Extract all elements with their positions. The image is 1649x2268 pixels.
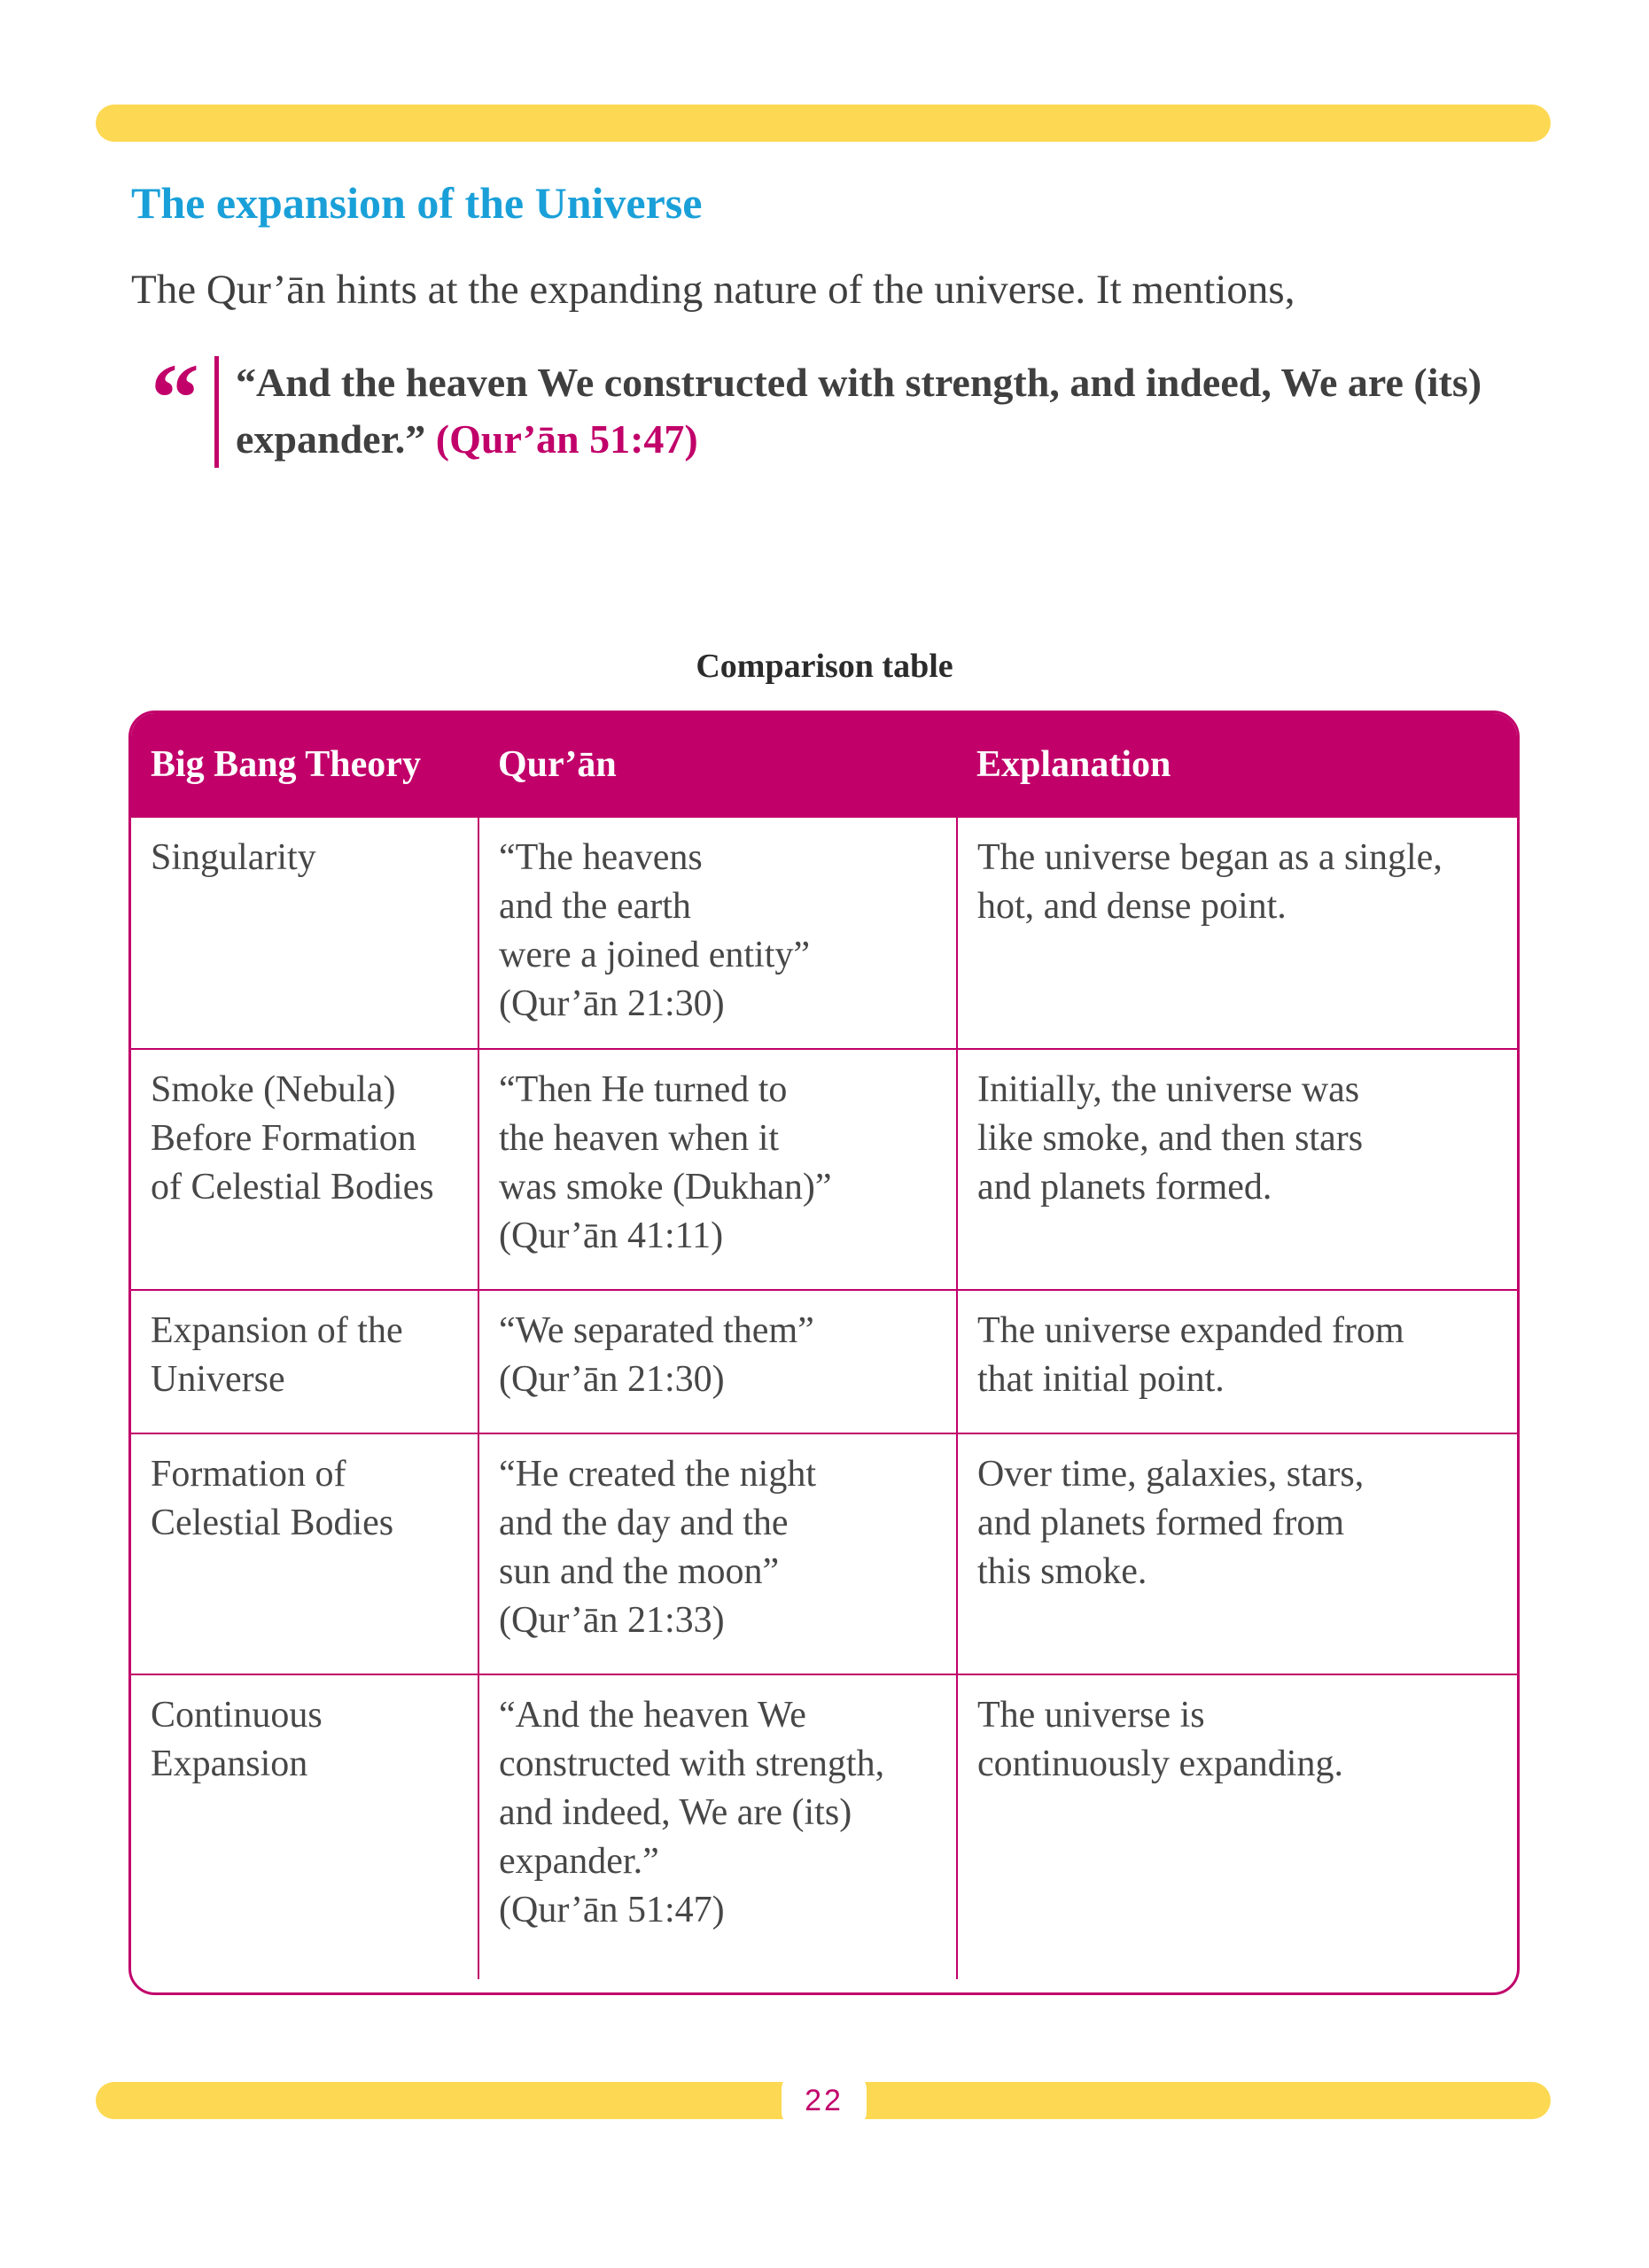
quote-block [151,344,1533,470]
cell-line: Expansion [151,1744,308,1784]
cell-quran [478,1674,957,1979]
cell-line: Formation of [151,1454,346,1495]
cell-line: hot, and dense point. [977,886,1287,927]
cell-line: and planets formed. [977,1167,1272,1208]
cell-line: “He created the night [499,1454,816,1495]
cell-explanation [957,1674,1517,1979]
cell-line: Before Formation [151,1118,416,1159]
cell-line: (Qur’ān 21:33) [499,1600,725,1641]
header-explanation: Explanation [957,713,1517,817]
cell-line: “We separated them” [499,1310,814,1351]
cell-line: this smoke. [977,1551,1147,1592]
cell-quran [478,1433,957,1674]
cell-line: Continuous [151,1695,323,1736]
cell-theory [131,1433,478,1674]
table-row [131,1674,1517,1979]
page-number: 22 [782,2073,867,2128]
cell-explanation [957,1433,1517,1674]
cell-line: The universe is [977,1695,1205,1736]
top-decorative-bar [96,105,1551,142]
cell-line: The universe expanded from [977,1310,1404,1351]
cell-theory [131,1049,478,1290]
comparison-table [128,711,1520,1995]
cell-line: (Qur’ān 51:47) [499,1890,725,1930]
cell-explanation [957,1049,1517,1290]
cell-line: Initially, the universe was [977,1069,1360,1110]
quote-body: “And the heaven We constructed with strength, and indeed, We are (its) expander.” [236,360,1482,462]
cell-line: the heaven when it [499,1118,780,1159]
table-row [131,1049,1517,1290]
table-row [131,1433,1517,1674]
cell-quran [478,1049,957,1290]
cell-line: “And the heaven We [499,1695,806,1736]
header-big-bang-theory: Big Bang Theory [131,713,478,817]
cell-explanation [957,817,1517,1049]
cell-line: expander.” [499,1841,659,1882]
cell-line: and the day and the [499,1503,789,1543]
cell-line: The universe began as a single, [977,837,1443,878]
cell-line: Over time, galaxies, stars, [977,1454,1365,1495]
quote-mark-icon: “ [151,344,199,452]
quote-citation: (Qur’ān 51:47) [435,416,698,462]
cell-line: (Qur’ān 21:30) [499,1359,725,1400]
table-caption: Comparison table [696,648,953,685]
cell-line: and the earth [499,886,691,927]
cell-line: and indeed, We are (its) [499,1792,852,1833]
cell-line: Celestial Bodies [151,1503,394,1543]
cell-line: (Qur’ān 41:11) [499,1216,724,1256]
cell-line: Smoke (Nebula) [151,1069,396,1110]
intro-paragraph: The Qur’ān hints at the expanding nature of the universe. It mentions, [131,267,1295,313]
cell-line: Singularity [151,837,316,878]
cell-line: sun and the moon” [499,1551,780,1592]
table-row [131,817,1517,1049]
cell-line: and planets formed from [977,1503,1345,1543]
quote-text [236,354,1538,468]
table-row [131,1290,1517,1433]
header-quran: Qur’ān [478,713,957,817]
cell-explanation [957,1290,1517,1433]
cell-quran [478,817,957,1049]
cell-line: constructed with strength, [499,1744,885,1784]
cell-line: of Celestial Bodies [151,1167,434,1208]
cell-line: (Qur’ān 21:30) [499,983,725,1024]
cell-theory [131,1290,478,1433]
table-header-row [131,713,1517,817]
cell-line: continuously expanding. [977,1744,1343,1784]
cell-line: Expansion of the [151,1310,403,1351]
cell-quran [478,1290,957,1433]
cell-theory [131,1674,478,1979]
cell-line: “The heavens [499,837,703,878]
cell-line: that initial point. [977,1359,1225,1400]
quote-rule [214,356,219,468]
cell-line: Universe [151,1359,285,1400]
cell-line: like smoke, and then stars [977,1118,1364,1159]
cell-line: were a joined entity” [499,935,811,975]
cell-theory [131,817,478,1049]
cell-line: was smoke (Dukhan)” [499,1167,832,1208]
cell-line: “Then He turned to [499,1069,788,1110]
section-title: The expansion of the Universe [131,178,703,228]
